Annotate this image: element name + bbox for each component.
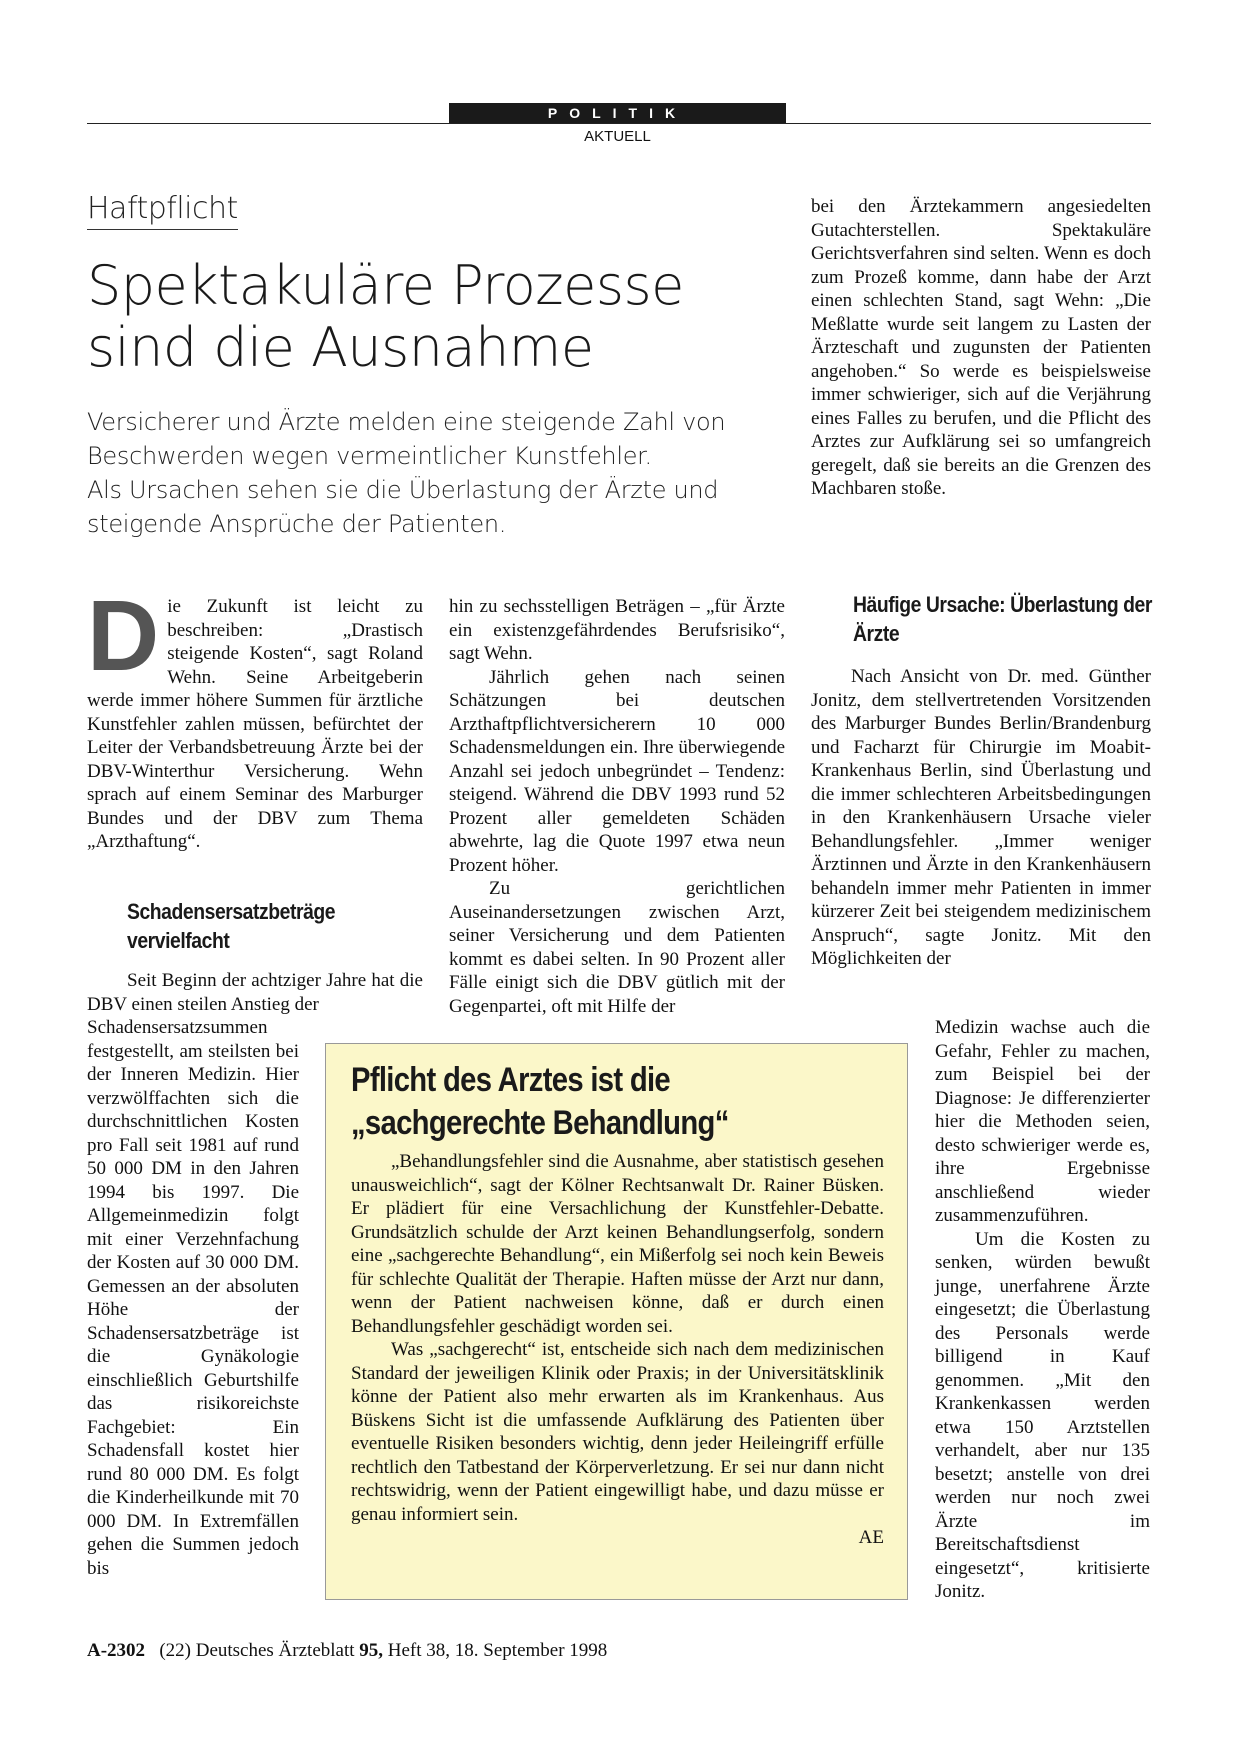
infobox-title: Pflicht des Arztes ist die „sachgerechte Behandlung“ [351,1061,729,1142]
subheading-overload: Häufige Ursache: Überlastung der Ärzte [853,592,1152,646]
column-1-wide [87,969,423,1016]
lead-sentence-1: Versicherer und Ärzte melden eine steigende Zahl von Beschwerden wegen vermeintlicher Kunstfehler. [87,408,726,470]
paragraph-col3-top: bei den Ärztekammern angesiedelten Gutachterstellen. Spektakuläre Gerichtsverfahren sind selten. Wenn es doch zum Prozeß komme, dann habe der Arzt einen schlechten Stand, sagt Wehn: „Die Meßlatte wurde seit langem zu Lasten der Ärzteschaft und zugunsten der Patienten angehoben.“ So werde es beispielsweise immer schwieriger, sich auf die Verjährung eines Falles zu berufen, und die Pflicht des Arztes zur Aufklärung sei so umfangreich geregelt, daß sie bereits an die Grenzen des Machbaren stoße. [811,196,1151,499]
article-lead [87,405,737,541]
column-3-narrow [935,1016,1150,1604]
infobox-signature: AE [858,1527,884,1548]
column-3-top [811,195,1151,501]
column-1-narrow [87,1016,299,1580]
subheading-damages: Schadensersatzbeträge vervielfacht [127,899,336,953]
column-1-intro [87,580,423,854]
page-footer [87,1640,607,1662]
page-number: A-2302 [87,1640,146,1661]
paragraph-damages-start: Seit Beginn der achtziger Jahre hat die DBV einen steilen Anstieg der [87,970,423,1015]
subsection-label: AKTUELL [584,128,651,145]
issue-date: Heft 38, 18. September 1998 [387,1640,608,1661]
column-3-wide [811,665,1151,971]
infobox-text [351,1150,884,1550]
journal-volume: 95, [359,1640,384,1661]
infobox-paragraph-1: „Behandlungsfehler sind die Ausnahme, aber statistisch gesehen unausweichlich“, sagt der Kölner Rechtsanwalt Dr. Rainer Büsken. Er plädiert für eine Versachlichung der Kunstfehler-Debatte. Grundsätzlich schulde der Arzt keinen Behandlungserfolg, sondern eine „sachgerechte Behandlung“, ein Mißerfolg sei noch kein Beweis für schlechte Qualität der Therapie. Haften müsse der Arzt nur dann, wenn der Patient nachweisen könne, daß er durch einen Behandlungsfehler geschädigt worden sei. [351,1151,884,1337]
infobox-paragraph-2: Was „sachgerecht“ ist, entscheide sich nach dem medizinischen Standard der jeweiligen Klinik oder Praxis; in der Universitätsklinik könne der Patient also mehr erwarten als im Krankenhaus. Aus Büskens Sicht ist die umfassende Aufklärung des Patienten über eventuelle Risiken besonders wichtig, denn jeder Heileingriff erfülle rechtlich den Tatbestand der Körperverletzung. Er sei nur dann nicht rechtswidrig, wenn der Patient eingewilligt habe, und dazu müsse er genau informiert sein. [351,1339,884,1525]
paragraph-col2-3: Zu gerichtlichen Auseinandersetzungen zwischen Arzt, seiner Versicherung und dem Patienten kommt es dabei selten. In 90 Prozent aller Fälle einigt sich die DBV gütlich mit der Gegenpartei, oft mit Hilfe der [449,878,785,1017]
paragraph-jonitz-cont: Medizin wachse auch die Gefahr, Fehler zu machen, zum Beispiel bei der Diagnose: Je differenzierter hier die Methoden seien, desto schwieriger werde es, ihre Ergebnisse anschließend wieder zusammenzuführen. [935,1017,1150,1226]
paragraph-intro: ie Zukunft ist leicht zu beschreiben: „Drastisch steigende Kosten“, sagt Roland Wehn. Seine Arbeitgeberin werde immer höhere Summen für ärztliche Kunstfehler zahlen müssen, befürchtet der Leiter der Verbandsbetreuung Ärzte bei der DBV-Winterthur Versicherung. Wehn sprach auf einem Seminar des Marburger Bundes und der DBV zum Thema „Arzthaftung“. [87,596,423,852]
paragraph-costs: Um die Kosten zu senken, würden bewußt junge, unerfahrene Ärzte eingesetzt; die Überlastung des Personals werde billigend in Kauf genommen. „Mit den Krankenkassen werden etwa 150 Arztstellen verhandelt, aber nur 135 besetzt; anstelle von drei werden nur noch zwei Ärzte im Bereitschaftsdienst eingesetzt“, kritisierte Jonitz. [935,1228,1150,1602]
article-kicker: Haftpflicht [87,192,238,230]
lead-sentence-2: Als Ursachen sehen sie die Überlastung der Ärzte und steigende Ansprüche der Patienten. [87,476,719,538]
paragraph-jonitz-start: Nach Ansicht von Dr. med. Günther Jonitz, dem stellvertretenden Vorsitzenden des Marburger Bundes Berlin/Brandenburg und Facharzt für Chirurgie im Moabit-Krankenhaus Berlin, sind Überlastung und die immer schlechteren Arbeitsbedingungen in den Krankenhäusern Ursache vieler Behandlungsfehler. „Immer weniger Ärztinnen und Ärzte in den Krankenhäusern behandeln immer mehr Patienten in immer kürzerer Zeit bei steigendem medizinischem Anspruch“, sagte Jonitz. Mit den Möglichkeiten der [811,666,1151,969]
section-label: POLITIK [449,103,786,123]
journal-name: (22) Deutsches Ärzteblatt [159,1640,355,1661]
drop-cap: D [87,580,160,692]
header-rule [87,123,1151,124]
paragraph-col2-1: hin zu sechsstelligen Beträgen – „für Ärzte ein existenzgefährdendes Berufsrisiko“, sagt Wehn. [449,596,785,664]
column-2 [449,595,785,1018]
article-headline: Spektakuläre Prozesse sind die Ausnahme [87,254,684,379]
paragraph-col2-2: Jährlich gehen nach seinen Schätzungen bei deutschen Arzthaftpflichtversicherern 10 000 Schadensmeldungen ein. Ihre überwiegende Anzahl sei jedoch unbegründet – Tendenz: steigend. Während die DBV 1993 rund 52 Prozent aller gemeldeten Schäden abwehrte, lag die Quote 1997 etwa neun Prozent höher. [449,666,785,876]
paragraph-damages-cont: Schadensersatzsummen festgestellt, am steilsten bei der Inneren Medizin. Hier verzwölffachten sich die durchschnittlichen Kosten pro Fall seit 1981 auf rund 50 000 DM in den Jahren 1994 bis 1997. Die Allgemeinmedizin folgt mit einer Verzehnfachung der Kosten auf 30 000 DM. Gemessen an der absoluten Höhe der Schadensersatzbeträge ist die Gynäkologie einschließlich Geburtshilfe das risikoreichste Fachgebiet: Ein Schadensfall kostet hier rund 80 000 DM. Es folgt die Kinderheilkunde mit 70 000 DM. In Extremfällen gehen die Summen jedoch bis [87,1017,299,1579]
